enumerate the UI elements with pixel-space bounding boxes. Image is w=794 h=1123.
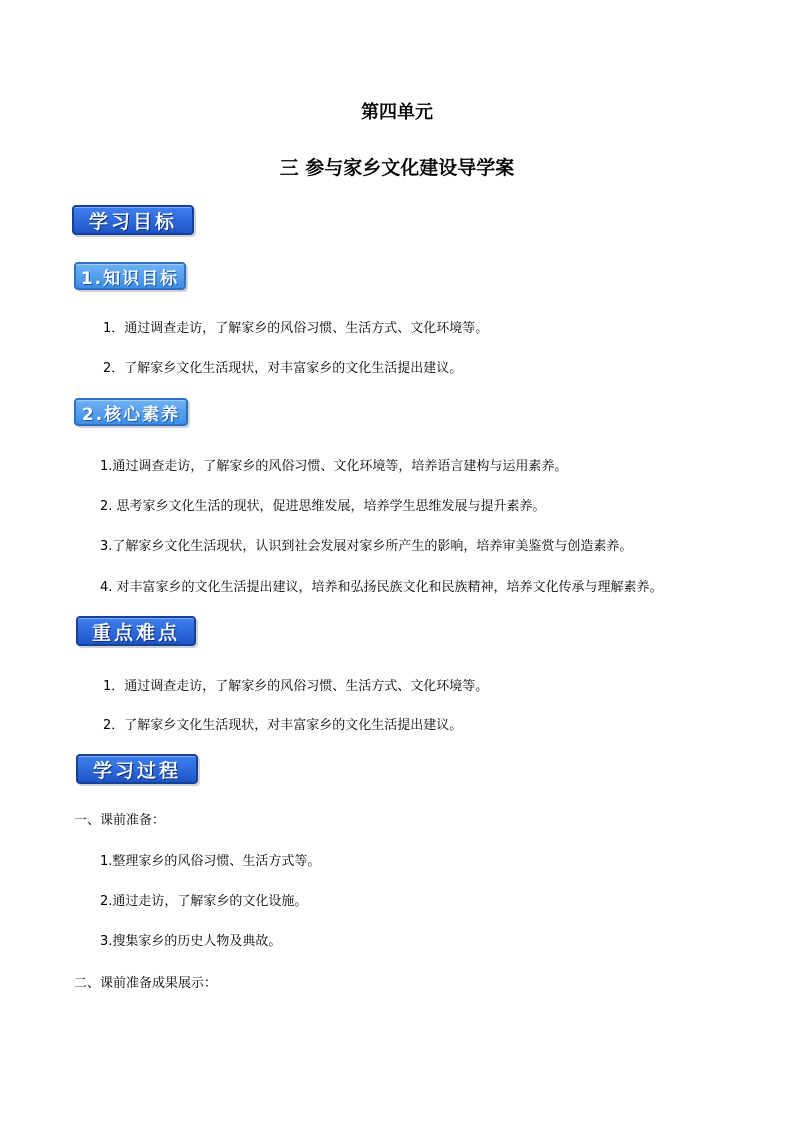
process-part1-item-3: 3.搜集家乡的历史人物及典故。 bbox=[100, 934, 282, 949]
section-badge-objectives: 学习目标 bbox=[72, 205, 194, 235]
process-part1-item-2: 2.通过走访，了解家乡的文化设施。 bbox=[100, 894, 308, 909]
process-part1-item-1: 1.整理家乡的风俗习惯、生活方式等。 bbox=[100, 854, 321, 869]
subsection-badge-knowledge: 1.知识目标 bbox=[74, 262, 186, 290]
knowledge-item-2: 2．了解家乡文化生活现状，对丰富家乡的文化生活提出建议。 bbox=[103, 361, 463, 376]
section-badge-process: 学习过程 bbox=[76, 754, 198, 784]
lesson-title: 三 参与家乡文化建设导学案 bbox=[279, 157, 515, 179]
section-badge-key-points: 重点难点 bbox=[76, 616, 196, 646]
process-part2-heading: 二、课前准备成果展示： bbox=[74, 976, 218, 991]
subsection-badge-core: 2.核心素养 bbox=[74, 398, 188, 426]
core-item-3: 3.了解家乡文化生活现状，认识到社会发展对家乡所产生的影响，培养审美鉴赏与创造素养。 bbox=[100, 539, 633, 554]
core-item-1: 1.通过调查走访，了解家乡的风俗习惯、文化环境等，培养语言建构与运用素养。 bbox=[100, 459, 568, 474]
key-point-item-1: 1．通过调查走访，了解家乡的风俗习惯、生活方式、文化环境等。 bbox=[103, 679, 489, 694]
core-item-4: 4. 对丰富家乡的文化生活提出建议，培养和弘扬民族文化和民族精神，培养文化传承与理解素养。 bbox=[100, 580, 663, 595]
process-part1-heading: 一、课前准备： bbox=[74, 813, 166, 828]
unit-title: 第四单元 bbox=[361, 102, 433, 123]
core-item-2: 2. 思考家乡文化生活的现状，促进思维发展，培养学生思维发展与提升素养。 bbox=[100, 499, 546, 514]
key-point-item-2: 2．了解家乡文化生活现状，对丰富家乡的文化生活提出建议。 bbox=[103, 718, 463, 733]
knowledge-item-1: 1．通过调查走访，了解家乡的风俗习惯、生活方式、文化环境等。 bbox=[103, 321, 489, 336]
